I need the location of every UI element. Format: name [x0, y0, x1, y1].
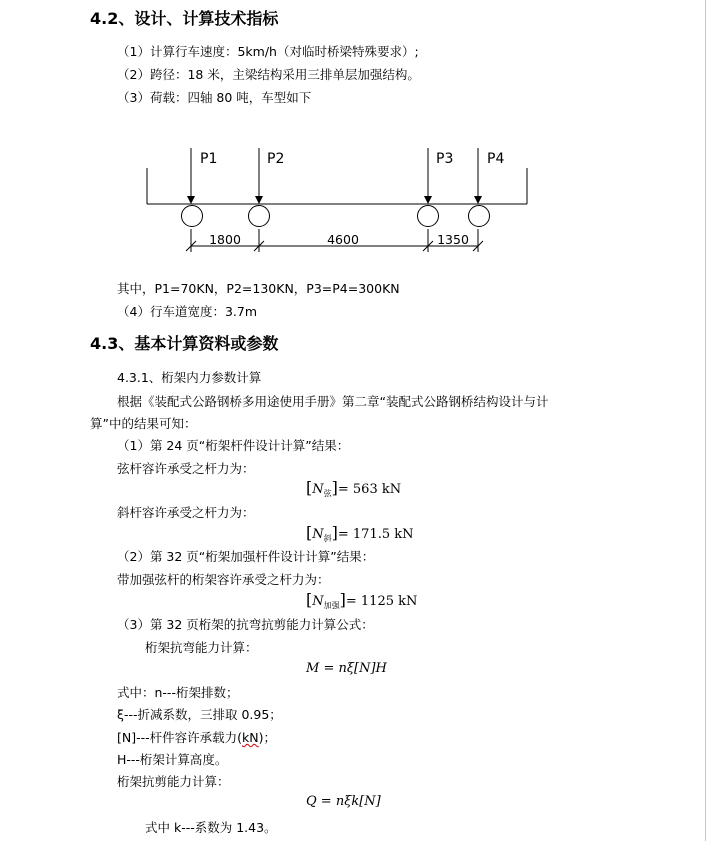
section-heading-4-2: 4.2、设计、计算技术指标	[90, 9, 279, 28]
formula-chord-force: $[N_弦]= 563$ kN	[306, 478, 402, 498]
load-values: 其中，P1=70KN，P2=130KN，P3=P4=300KN	[117, 281, 400, 296]
section-heading-4-3: 4.3、基本计算资料或参数	[90, 334, 279, 353]
subsection-4-3-1: 4.3.1、桁架内力参数计算	[117, 370, 262, 385]
where-H: H---桁架计算高度。	[117, 752, 228, 767]
dim-label-1350: 1350	[437, 232, 469, 247]
load-label-p2: P2	[267, 151, 285, 167]
arrowhead-p1	[187, 196, 195, 204]
dim-label-1800: 1800	[209, 232, 241, 247]
formula-bending: M = nξ[N]H	[306, 661, 387, 676]
axle-load-diagram	[0, 0, 716, 260]
arrowhead-p3	[424, 196, 432, 204]
reference-paragraph-line1: 根据《装配式公路钢桥多用途使用手册》第二章“装配式公路钢桥结构设计与计	[117, 394, 549, 409]
load-label-p3: P3	[436, 151, 454, 167]
spec-speed: （1）计算行车速度：5km/h（对临时桥梁特殊要求）;	[117, 44, 419, 59]
wheel-1	[182, 206, 203, 227]
formula-shear: Q = nξk[N]	[306, 794, 381, 809]
reinforced-force-label: 带加强弦杆的桁架容许承受之杆力为：	[117, 572, 330, 587]
where-n: 式中：n---桁架排数；	[117, 685, 239, 700]
wheel-4	[469, 206, 490, 227]
where-k: 式中 k---系数为 1.43。	[145, 820, 277, 835]
where-xi: ξ---折减系数，三排取 0.95；	[117, 707, 282, 722]
spec-lane-width: （4）行车道宽度：3.7m	[117, 304, 258, 319]
dim-label-4600: 4600	[327, 232, 359, 247]
result-3-heading: （3）第 32 页桁架的抗弯抗剪能力计算公式：	[117, 617, 374, 632]
spec-load: （3）荷载：四轴 80 吨，车型如下	[117, 90, 312, 105]
wheel-3	[418, 206, 439, 227]
formula-reinforced-force: $[N_{加强}]= 1125$ kN	[306, 590, 418, 610]
result-2-heading: （2）第 32 页“桁架加强杆件设计计算”结果：	[117, 549, 375, 564]
load-label-p4: P4	[487, 151, 505, 167]
reference-paragraph-line2: 算”中的结果可知：	[90, 416, 197, 431]
bending-capacity-label: 桁架抗弯能力计算：	[145, 640, 258, 655]
chord-force-label: 弦杆容许承受之杆力为：	[117, 461, 255, 476]
result-1-heading: （1）第 24 页“桁架杆件设计计算”结果：	[117, 438, 350, 453]
wheel-2	[249, 206, 270, 227]
load-label-p1: P1	[200, 151, 218, 167]
arrowhead-p4	[474, 196, 482, 204]
formula-diagonal-force: $[N_斜]= 171.5$ kN	[306, 523, 414, 543]
arrowhead-p2	[255, 196, 263, 204]
shear-capacity-label: 桁架抗剪能力计算：	[117, 774, 230, 789]
where-N: [N]---杆件容许承载力(kN)；	[117, 730, 276, 745]
spec-span: （2）跨径：18 米，主梁结构采用三排单层加强结构。	[117, 67, 420, 82]
diagonal-force-label: 斜杆容许承受之杆力为：	[117, 505, 255, 520]
